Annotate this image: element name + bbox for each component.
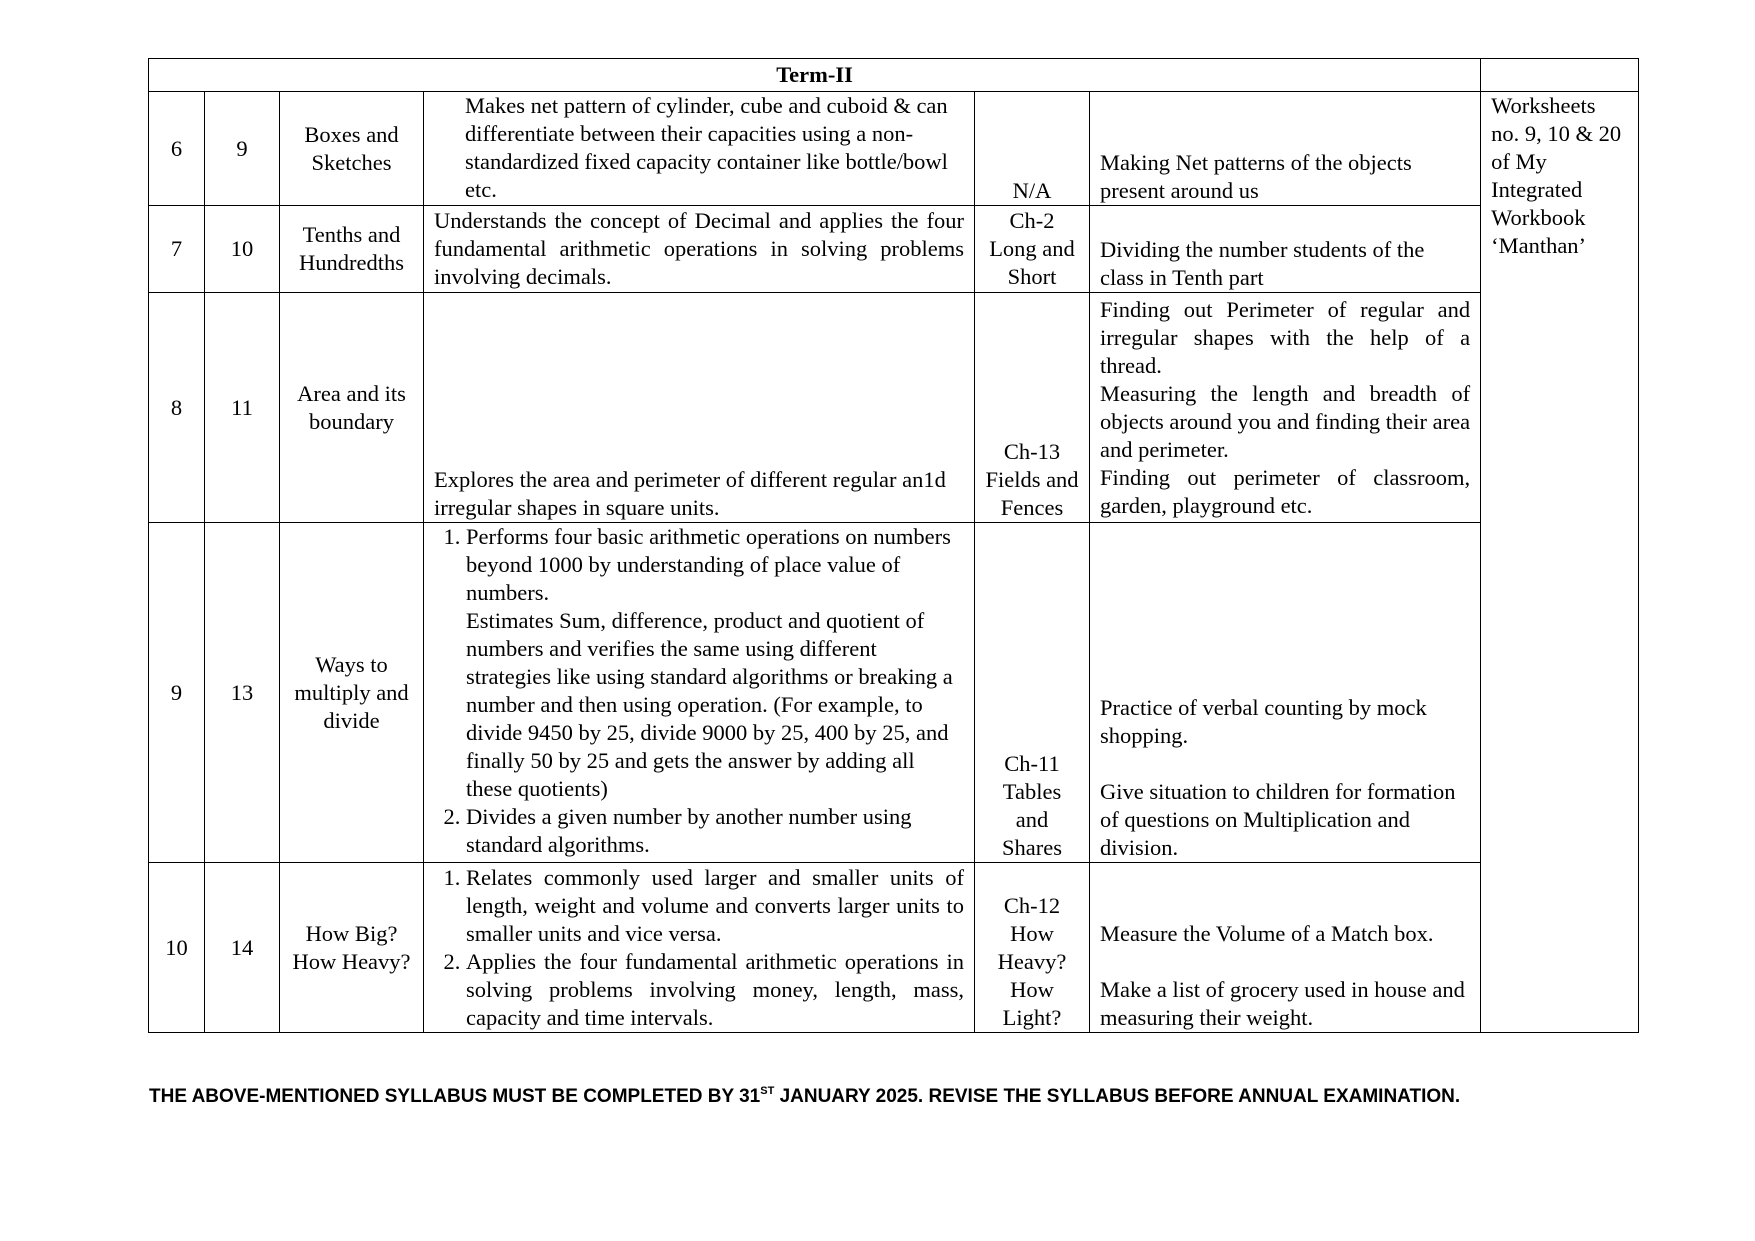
learning-outcome (424, 523, 975, 863)
learning-outcome (424, 92, 975, 206)
serial-number: 8 (149, 293, 205, 523)
outcome-list (434, 864, 964, 1032)
learning-outcome (424, 293, 975, 523)
chapter-number: 9 (205, 92, 280, 206)
serial-number: 6 (149, 92, 205, 206)
serial-number: 7 (149, 206, 205, 293)
chapter-number: 14 (205, 863, 280, 1033)
table-row (149, 92, 1639, 206)
table-row (149, 206, 1639, 293)
completion-notice (149, 1085, 1460, 1108)
book-reference: Ch-13 Fields and Fences (975, 293, 1090, 523)
activity-text: Finding out perimeter of classroom, garden, playground etc. (1100, 464, 1471, 518)
chapter-name: Boxes and Sketches (280, 92, 424, 206)
outcome-item-text: Divides a given number by another number using standard algorithms. (466, 804, 912, 857)
serial-number: 10 (149, 863, 205, 1033)
chapter-name: Ways to multiply and divide (280, 523, 424, 863)
book-reference: N/A (975, 92, 1090, 206)
notice-text-continued: JANUARY 2025. REVISE THE SYLLABUS BEFORE ANNUAL EXAMINATION. (774, 1086, 1461, 1107)
activity-text: Measure the Volume of a Match box. (1100, 921, 1434, 946)
activity-text: Finding out Perimeter of regular and irregular shapes with the help of a thread. (1100, 296, 1471, 378)
chapter-number: 11 (205, 293, 280, 523)
list-item (466, 523, 964, 803)
outcome-extra-text: Estimates Sum, difference, product and quotient of numbers and verifies the same using different strategies like using standard algorithms or breaking a number and then using operation. (For example, to divide 9450 by 25, divide 9000 by 25, 400 by 25, and finally 50 by 25 and gets the answer by adding all these quotients) (466, 608, 953, 801)
resources-text: Worksheets no. 9, 10 & 20 of My Integrated Workbook ‘Manthan’ (1491, 93, 1622, 258)
syllabus-table (148, 58, 1639, 1033)
learning-outcome (424, 863, 975, 1033)
list-item: 1. Relates commonly used larger and smaller units of length, weight and volume and converts larger units to smaller units and vice versa. (466, 864, 964, 948)
chapter-number: 10 (205, 206, 280, 293)
activities (1090, 92, 1481, 206)
activities (1090, 523, 1481, 863)
learning-outcome (424, 206, 975, 293)
book-reference: Ch-12 How Heavy? How Light? (975, 863, 1090, 1033)
activity-text: Make a list of grocery used in house and measuring their weight. (1100, 977, 1465, 1030)
activity-text: Making Net patterns of the objects present around us (1100, 150, 1412, 203)
activity-text: Measuring the length and breadth of objects around you and finding their area and perimeter. (1100, 380, 1471, 462)
outcome-text: Understands the concept of Decimal and applies the four fundamental arithmetic operations in solving problems involving decimals. (434, 208, 964, 289)
activities (1090, 206, 1481, 293)
serial-number: 9 (149, 523, 205, 863)
list-item: 2. Applies the four fundamental arithmetic operations in solving problems involving money, length, mass, capacity and time intervals. (466, 948, 964, 1032)
table-row (149, 863, 1639, 1033)
notice-text: THE ABOVE-MENTIONED SYLLABUS MUST BE COMPLETED BY 31 (149, 1086, 761, 1107)
outcome-text: Explores the area and perimeter of different regular an1d irregular shapes in square units. (434, 467, 946, 520)
term-header-blank (1481, 59, 1639, 92)
activity-text: Practice of verbal counting by mock shopping. (1100, 695, 1427, 748)
book-reference: Ch-11 Tables and Shares (975, 523, 1090, 863)
activity-text: Give situation to children for formation of questions on Multiplication and division. (1100, 779, 1456, 860)
chapter-number: 13 (205, 523, 280, 863)
activity-text: Dividing the number students of the class in Tenth part (1100, 237, 1425, 290)
term-label: Term-II (149, 59, 1481, 92)
table-row (149, 523, 1639, 863)
notice-superscript: ST (760, 1085, 775, 1097)
term-header-row (149, 59, 1639, 92)
outcome-item-text: Performs four basic arithmetic operations on numbers beyond 1000 by understanding of place value of numbers. (466, 524, 951, 605)
activities (1090, 293, 1481, 523)
outcome-text: Makes net pattern of cylinder, cube and cuboid & can differentiate between their capacities using a non-standardized fixed capacity container like bottle/bowl etc. (465, 93, 948, 202)
chapter-name: Area and its boundary (280, 293, 424, 523)
book-reference: Ch-2 Long and Short (975, 206, 1090, 293)
list-item (466, 803, 964, 859)
outcome-list (434, 523, 964, 859)
chapter-name: Tenths and Hundredths (280, 206, 424, 293)
table-row (149, 293, 1639, 523)
activities (1090, 863, 1481, 1033)
resources-cell (1481, 92, 1639, 1033)
chapter-name: How Big? How Heavy? (280, 863, 424, 1033)
